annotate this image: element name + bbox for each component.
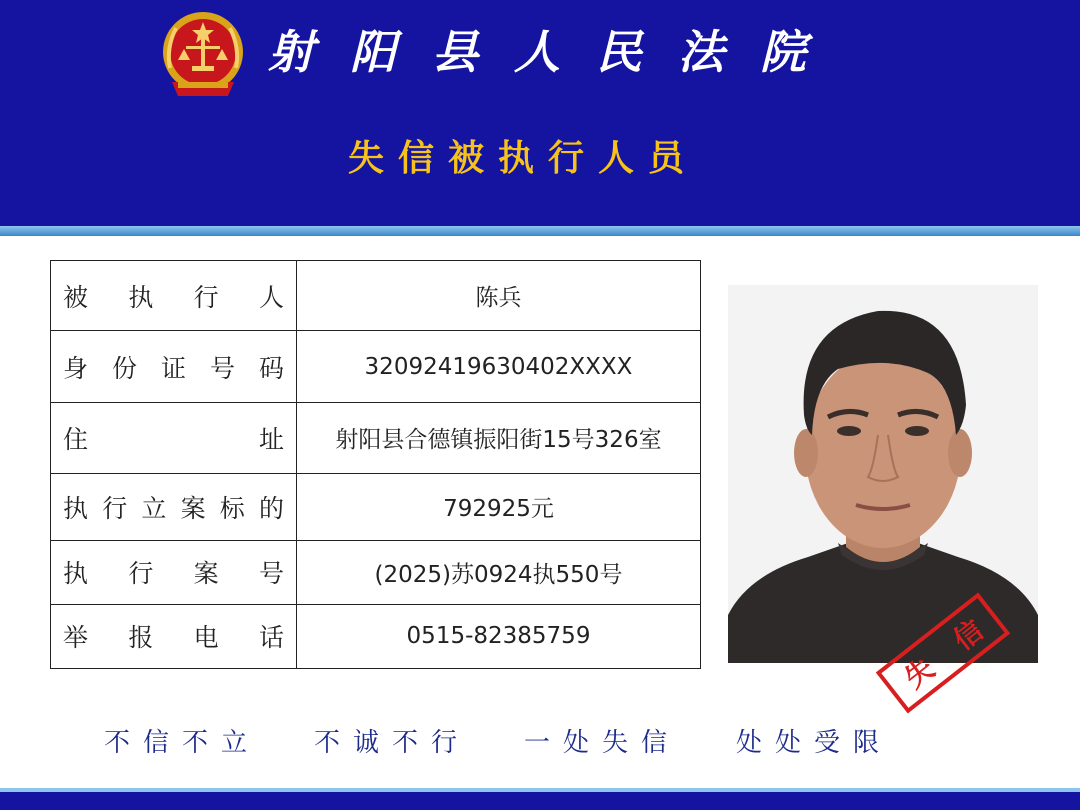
slogan-bar	[104, 722, 904, 758]
label-case-amount: 执 行 立 案 标 的	[63, 493, 284, 523]
table-row	[51, 403, 701, 473]
header-divider	[0, 226, 1080, 236]
portrait-image	[728, 285, 1038, 663]
label-cell	[51, 604, 297, 668]
debtor-photo	[728, 285, 1038, 663]
case-amount: 792925元	[297, 473, 701, 540]
label-address: 住 址	[63, 424, 284, 454]
label-id-number: 身 份 证 号 码	[63, 353, 284, 383]
id-number: 32092419630402XXXX	[297, 331, 701, 403]
debtor-name: 陈兵	[297, 261, 701, 331]
stamp-char: 失	[898, 651, 941, 695]
label-report-phone: 举 报 电 话	[63, 623, 284, 653]
debtor-info-table	[50, 260, 701, 669]
label-name: 被 执 行 人	[63, 282, 284, 312]
label-cell	[51, 473, 297, 540]
address: 射阳县合德镇振阳街15号326室	[297, 403, 701, 473]
court-emblem-icon	[160, 8, 246, 100]
label-cell	[51, 540, 297, 604]
table-row	[51, 331, 701, 403]
stamp-char: 信	[947, 613, 990, 657]
table-row	[51, 473, 701, 540]
table-row	[51, 540, 701, 604]
label-case-number: 执 行 案 号	[63, 559, 284, 589]
slogan-item: 处处受限	[736, 728, 893, 758]
table-row	[51, 604, 701, 668]
case-number: (2025)苏0924执550号	[297, 540, 701, 604]
court-name: 射阳县人民法院	[268, 25, 842, 79]
table-row	[51, 261, 701, 331]
page-subtitle: 失信被执行人员	[348, 138, 699, 179]
slogan-item: 不诚不行	[314, 728, 471, 758]
label-cell	[51, 403, 297, 473]
slogan-item: 不信不立	[104, 728, 261, 758]
footer-banner	[0, 792, 1080, 810]
label-cell	[51, 331, 297, 403]
slogan-item: 一处失信	[524, 728, 681, 758]
report-phone: 0515-82385759	[297, 604, 701, 668]
label-cell	[51, 261, 297, 331]
